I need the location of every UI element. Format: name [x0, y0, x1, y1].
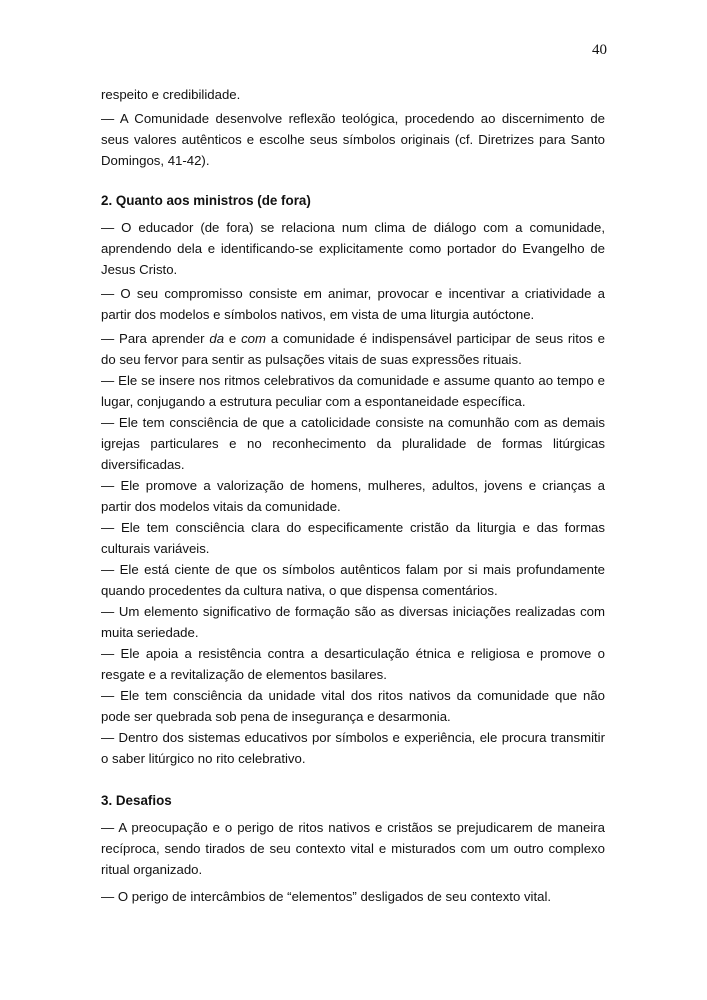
page-number: 40	[592, 42, 607, 58]
text-run: — Para aprender	[101, 331, 210, 346]
emphasis: com	[241, 331, 266, 346]
list-item: — A preocupação e o perigo de ritos nativos e cristãos se prejudicarem de maneira recíproca, sendo tirados de seu contexto vital e misturados com um outro complexo ritual organizado.	[101, 820, 605, 877]
paragraph	[101, 328, 605, 370]
emphasis: da	[209, 331, 225, 346]
page-body	[101, 84, 605, 907]
list-item: — Ele promove a valorização de homens, mulheres, adultos, jovens e crianças a partir dos modelos vitais da comunidade.	[101, 478, 605, 514]
paragraph: — O educador (de fora) se relaciona num clima de diálogo com a comunidade, aprendendo dela e identificando-se explicitamente como portador do Evangelho de Jesus Cristo.	[101, 220, 605, 277]
list-item: — Ele tem consciência de que a catolicidade consiste na comunhão com as demais igrejas particulares e no reconhecimento da pluralidade de formas litúrgicas diversificadas.	[101, 415, 605, 472]
paragraph: respeito e credibilidade.	[101, 87, 241, 102]
paragraph: — O seu compromisso consiste em animar, provocar e incentivar a criatividade a partir dos modelos e símbolos nativos, em vista de uma liturgia autóctone.	[101, 286, 605, 322]
list-item: — Ele apoia a resistência contra a desarticulação étnica e religiosa e promove o resgate e a revitalização de elementos basilares.	[101, 646, 605, 682]
paragraph: — A Comunidade desenvolve reflexão teológica, procedendo ao discernimento de seus valores autênticos e escolhe seus símbolos originais (cf. Diretrizes para Santo Domingos, 41-42).	[101, 111, 605, 168]
list-item: — Ele tem consciência clara do especificamente cristão da liturgia e das formas culturais variáveis.	[101, 520, 605, 556]
list-item: — O perigo de intercâmbios de “elementos” desligados de seu contexto vital.	[101, 889, 552, 904]
list-item: — Dentro dos sistemas educativos por símbolos e experiência, ele procura transmitir o saber litúrgico no rito celebrativo.	[101, 730, 605, 766]
list-item: — Um elemento significativo de formação são as diversas iniciações realizadas com muita seriedade.	[101, 604, 605, 640]
list-item: — Ele tem consciência da unidade vital dos ritos nativos da comunidade que não pode ser quebrada sob pena de insegurança e desarmonia.	[101, 688, 605, 724]
section-heading: 3. Desafios	[101, 793, 172, 808]
text-run: a comunidade é indispensável participar de seus ritos e do seu fervor para sentir as pulsações vitais de suas expressões rituais.	[101, 331, 605, 367]
list-item: — Ele se insere nos ritmos celebrativos da comunidade e assume quanto ao tempo e lugar, conjugando a estrutura peculiar com a espontaneidade específica.	[101, 373, 605, 409]
section-heading: 2. Quanto aos ministros (de fora)	[101, 193, 311, 208]
list-item: — Ele está ciente de que os símbolos autênticos falam por si mais profundamente quando procedentes da cultura nativa, o que dispensa comentários.	[101, 562, 605, 598]
text-run: e	[224, 331, 242, 346]
